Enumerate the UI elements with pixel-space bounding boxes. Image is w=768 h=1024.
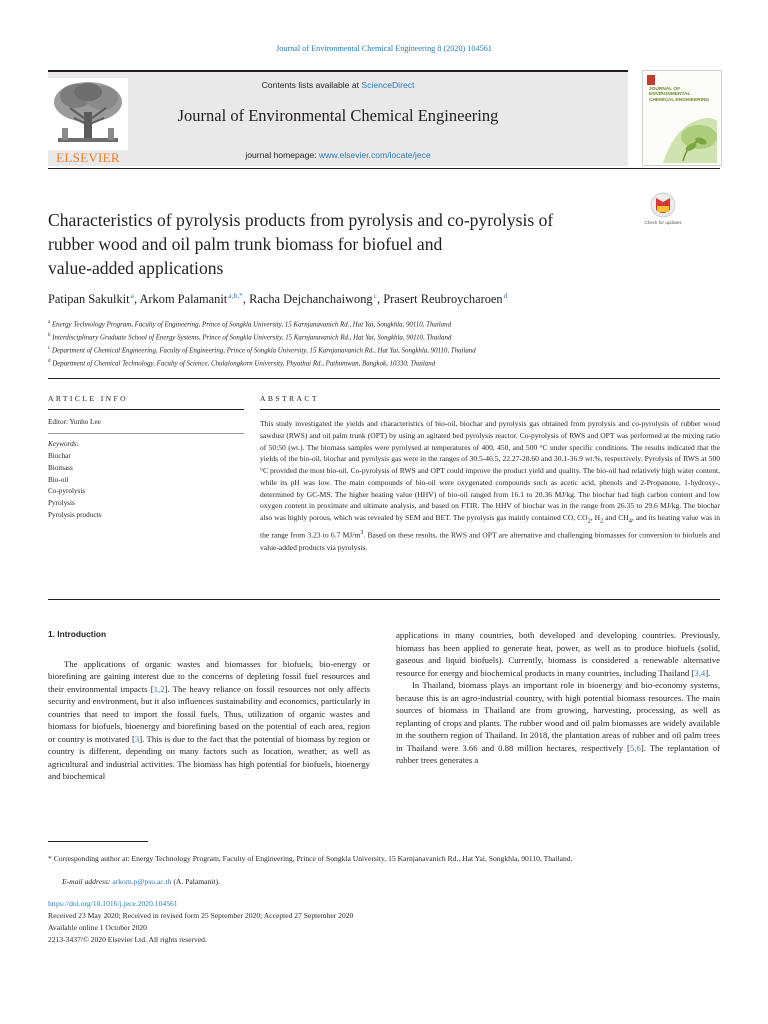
check-for-updates-badge[interactable] bbox=[644, 192, 682, 232]
body-paragraph: The applications of organic wastes and biomasses for biofuels, bio-energy or biorefining are gaining interest due to the concerns of depleting fossil fuel resources and their environmental impacts [1,2]. The heavy reliance on fossil resources not only affects security and environment, but it also influences sustainability and economics, particularly in countries that need to import the fossil fuels. Thus, utilization of organic wastes and biomass for biofuels, bioenergy and biorefining based on the potential of each area, region or country is motivated [3]. This is due to the fact that the potential of biomass by region or country is different, depending on many factors such as location, weather, as well as agricultural and industrial activities. The biomass has high potential for biofuels, bioenergy and biochemical bbox=[48, 658, 370, 782]
affiliation-item: $^d$ Department of Chemical Technology, Faculty of Science, Chulalongkorn University, Phyathai Rd., Pathumwan, Bangkok, 10330, Thailand bbox=[48, 358, 436, 367]
keyword-item[interactable]: Biochar bbox=[48, 452, 71, 460]
email-link[interactable]: arkom.p@psu.ac.th bbox=[112, 877, 172, 886]
keyword-item[interactable]: Pyrolysis bbox=[48, 499, 75, 508]
article-title bbox=[48, 208, 638, 280]
article-title-line: rubber wood and oil palm trunk biomass for biofuel and bbox=[48, 234, 443, 254]
editor-line: Editor: Yunho Lee bbox=[48, 418, 101, 426]
abstract-bottom-divider bbox=[48, 599, 720, 600]
body-column-right bbox=[396, 629, 720, 767]
author-affiliation-marker[interactable]: a bbox=[130, 291, 134, 300]
abstract-heading: ABSTRACT bbox=[260, 394, 319, 403]
homepage-prefix: journal homepage: bbox=[245, 150, 319, 160]
author-list: Patipan Sakulkit $^a$, Arkom Palamanit $^{a,b,*}$, Racha Dejchanchaiwong $^c$, Prasert Reubroycharoen $^d$ bbox=[48, 291, 508, 307]
abstract-body: This study investigated the yields and characteristics of bio-oil, biochar and pyrolysis gas obtained from pyrolysis and co-pyrolysis of rubber wood sawdust (RWS) and oil palm trunk (OPT) by using an agitated bed pyrolysis reactor. Co-pyrolysis of RWS and OPT was performed at the mixing ratio of 50:50 (wt.). The biomass samples were pyrolysed at temperatures of 400, 450, and 500 °C under specific conditions. The results indicated that the yields of the bio-oil, biochar and pyrolysis gas were in the ranges of 30.5-46.5, 22.27-28.60 and 30.1-36.9 wt.%, respectively. Pyrolysis of RWS at 500 °C provided the most bio-oil. Co-pyrolysis of RWS and OPT could improve the product yield and quality. The bio-oil had relatively high water content, while its pH was low. The main compounds of bio-oil were oxygenated compounds such as acetic acid, phenols and 2-Propanone, 1-hydroxy-, determined by GC-MS. The higher heating value (HHV) of bio-oil ranged from 16.1 to 20.36 MJ/kg. The biochar had high carbon content and low oxygen content in proximate and ultimate analysis, and based on FTIR. The HHV of biochar was in the range from 26.35 to 29.6 MJ/kg. The biochar also was highly porous, which was revealed by SEM and BET. The pyrolysis gas mainly contained CO, $CO_2$, $H_2$ and $CH_4$, and its heating value was in the range from 3.23 to 6.7 $MJ/m^3$. Based on these results, the RWS and OPT are alternative and challenging biomasses for conversion to biofuels and value-added products via pyrolysis. bbox=[260, 419, 720, 552]
author-name[interactable]: Prasert Reubroycharoen bbox=[383, 292, 503, 307]
journal-homepage-line bbox=[48, 150, 628, 160]
author-name[interactable]: Arkom Palamanit bbox=[139, 292, 228, 307]
section-heading-introduction: 1. Introduction bbox=[48, 629, 107, 639]
author-affiliation-marker[interactable]: a,b,* bbox=[228, 291, 243, 300]
crossmark-icon bbox=[644, 192, 682, 232]
body-paragraph: applications in many countries, both developed and developing countries. Previously, biomass has been applied to generate heat, power, as well as to produce biofuels (solid, gaseous and liquid biofuels). Currently, biomass is considered a renewable alternative resource for energy and biochemical products in many countries, including Thailand [3,4]. bbox=[396, 630, 720, 678]
title-block-divider bbox=[48, 378, 720, 379]
keyword-item[interactable]: Biomass bbox=[48, 463, 73, 472]
article-info-divider bbox=[48, 409, 244, 410]
affiliation-item: $^b$ Interdisciplinary Graduate School of Energy Systems, Prince of Songkla University, 15 Karnjanavanich Rd., Hat Yai, Songkhla, 90110, Thailand bbox=[48, 332, 452, 342]
available-online-date: Available online 1 October 2020 bbox=[48, 923, 147, 932]
article-info-heading: ARTICLE INFO bbox=[48, 394, 129, 403]
affiliation-item: $^c$ Department of Chemical Engineering, Faculty of Engineering, Prince of Songkla University, 15 Karnjanavanich Rd., Hat Yai, Songkhla, 90110, Thailand bbox=[48, 345, 476, 355]
homepage-link[interactable]: www.elsevier.com/locate/jece bbox=[318, 150, 431, 160]
article-title-line: value-added applications bbox=[48, 258, 224, 278]
contents-available-line bbox=[48, 80, 628, 90]
keyword-item[interactable]: Pyrolysis products bbox=[48, 510, 102, 519]
journal-citation[interactable]: Journal of Environmental Chemical Engineering 8 (2020) 104561 bbox=[276, 44, 492, 53]
article-title-line: Characteristics of pyrolysis products from pyrolysis and co-pyrolysis of bbox=[48, 210, 554, 230]
abstract-divider bbox=[260, 409, 720, 410]
body-paragraph: In Thailand, biomass plays an important role in bioenergy and bio-economy systems, because this is an agro-industrial country, with high potential biomass resources. The main sources of biomass in Thailand are from growing, harvesting, processing, as well as replanting of crops and plants. The rubber wood and oil palm biomasses are widely available in the southern region of Thailand. In 2018, the plantation areas of rubber and oil palm trees in Thailand were 3.66 and 0.88 million hectares, respectively [5,6]. The replantation of rubber trees generates a bbox=[396, 680, 720, 766]
citation-link[interactable]: 3 bbox=[134, 733, 140, 744]
sciencedirect-link[interactable]: ScienceDirect bbox=[361, 80, 415, 90]
citation-link[interactable]: 3,4 bbox=[694, 667, 706, 678]
doi-link[interactable]: https://doi.org/10.1016/j.jece.2020.104561 bbox=[48, 899, 178, 908]
keyword-item[interactable]: Co-pyrolysis bbox=[48, 487, 86, 496]
crossmark-label: Check for updates bbox=[644, 220, 682, 225]
cover-art-icon bbox=[643, 71, 721, 165]
journal-cover-thumbnail[interactable] bbox=[642, 70, 722, 166]
affiliation-item: $^a$ Energy Technology Program, Faculty of Engineering, Prince of Songkla University, 15 Karnjanavanich Rd., Hat Yai, Songkhla, 90110, Thailand bbox=[48, 320, 452, 329]
author-affiliation-marker[interactable]: d bbox=[503, 291, 508, 300]
author-name[interactable]: Patipan Sakulkit bbox=[48, 292, 130, 307]
email-footnote: E-mail address: arkom.p@psu.ac.th (A. Palamanit). bbox=[62, 877, 220, 886]
contents-prefix: Contents lists available at bbox=[261, 80, 362, 90]
keywords-heading: Keywords: bbox=[48, 440, 79, 448]
citation-link[interactable]: 1,2 bbox=[153, 683, 165, 694]
author-affiliation-marker[interactable]: c bbox=[373, 291, 377, 300]
copyright-notice: 2213-3437/© 2020 Elsevier Ltd. All rights reserved. bbox=[48, 935, 207, 944]
elsevier-wordmark: ELSEVIER bbox=[56, 150, 120, 165]
editor-divider bbox=[48, 433, 244, 434]
email-label: E-mail address: bbox=[62, 877, 113, 886]
keywords-list bbox=[48, 451, 101, 522]
corresponding-author-note: * Corresponding author at: Energy Technology Program, Faculty of Engineering, Prince of Songkla University, 15 Karnjanavanich Rd., Hat Yai, Songkhla, 90110, Thailand. bbox=[48, 854, 573, 863]
author-name[interactable]: Racha Dejchanchaiwong bbox=[249, 292, 373, 307]
citation-link[interactable]: 5,6 bbox=[629, 742, 641, 753]
footnote-divider bbox=[48, 841, 148, 842]
affiliation-list bbox=[48, 318, 728, 370]
received-dates: Received 23 May 2020; Received in revised form 25 September 2020; Accepted 27 September 2020 bbox=[48, 911, 354, 920]
header-divider bbox=[48, 168, 720, 169]
cover-title-text: JOURNAL OF ENVIRONMENTAL CHEMICAL ENGINEERING bbox=[649, 87, 710, 103]
body-column-left bbox=[48, 628, 370, 783]
journal-title: Journal of Environmental Chemical Engineering bbox=[177, 106, 499, 125]
keyword-item[interactable]: Bio-oil bbox=[48, 475, 69, 484]
